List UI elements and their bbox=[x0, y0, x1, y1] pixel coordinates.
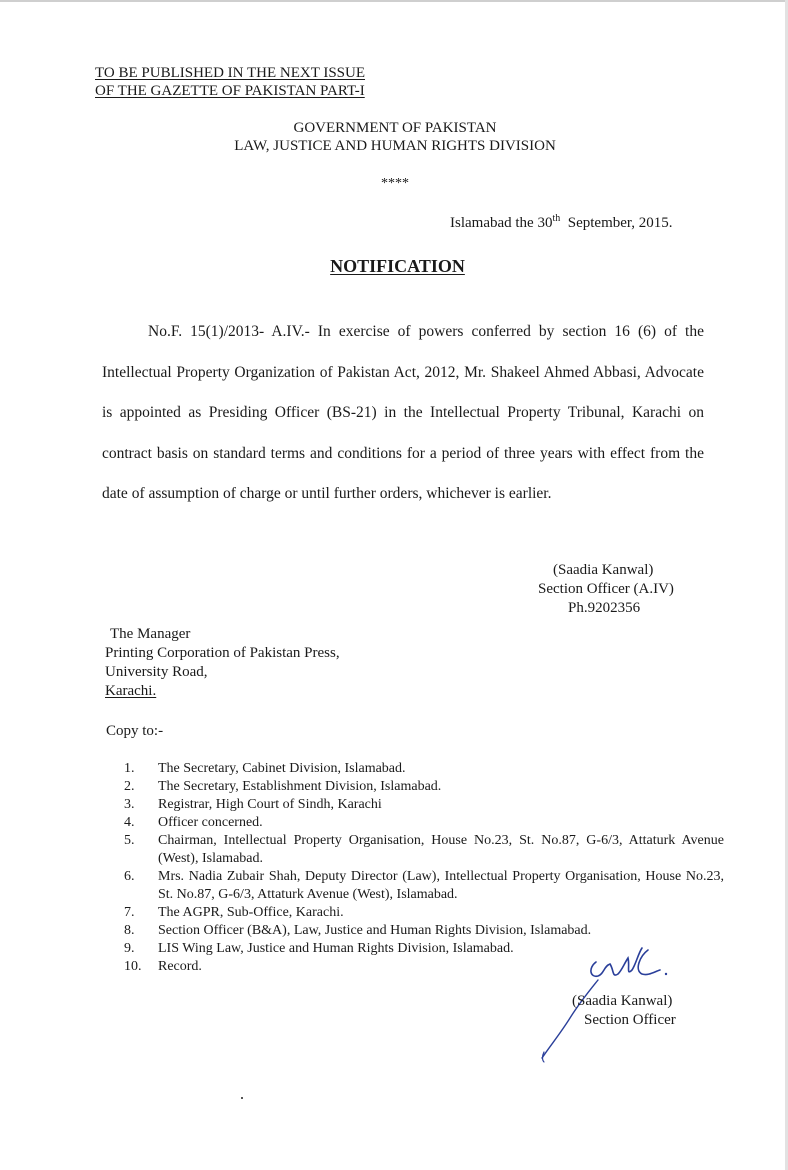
item-text: Chairman, Intellectual Property Organisation, House No.23, St. No.87, G-6/3, Attaturk Avenue (West), Islamabad. bbox=[158, 833, 724, 866]
item-text: The AGPR, Sub-Office, Karachi. bbox=[158, 905, 344, 920]
government-heading: GOVERNMENT OF PAKISTAN bbox=[293, 120, 497, 136]
signatory-designation: Section Officer (A.IV) bbox=[538, 581, 674, 597]
copy-to-item bbox=[124, 814, 724, 832]
item-number: 10. bbox=[124, 959, 142, 974]
item-number: 7. bbox=[124, 905, 135, 920]
gazette-line-1: TO BE PUBLISHED IN THE NEXT ISSUE bbox=[95, 65, 366, 81]
date-suffix: September, 2015. bbox=[560, 215, 673, 231]
header-separator: **** bbox=[381, 176, 409, 191]
copy-to-item bbox=[124, 760, 724, 778]
item-text: Registrar, High Court of Sindh, Karachi bbox=[158, 797, 382, 812]
item-number: 1. bbox=[124, 761, 135, 776]
item-number: 2. bbox=[124, 779, 135, 794]
notification-body bbox=[102, 312, 704, 515]
copy-to-item bbox=[124, 904, 724, 922]
notification-date bbox=[450, 213, 673, 232]
signatory-name: (Saadia Kanwal) bbox=[553, 562, 654, 578]
date-prefix: Islamabad the 30 bbox=[450, 215, 553, 231]
copy-to-item bbox=[124, 922, 724, 940]
date-superscript: th bbox=[552, 213, 561, 224]
copy-to-item bbox=[124, 778, 724, 796]
bottom-signatory-name: (Saadia Kanwal) bbox=[572, 993, 673, 1009]
division-heading: LAW, JUSTICE AND HUMAN RIGHTS DIVISION bbox=[234, 138, 556, 154]
bottom-signatory-designation: Section Officer bbox=[584, 1012, 676, 1028]
notification-text: In exercise of powers conferred by section 16 (6) of the Intellectual Property Organization of Pakistan Act, 2012, Mr. Shakeel Ahmed Abbasi, Advocate is appointed as Presiding Officer (BS-21) in the Intellectual Property Tribunal, Karachi on contract basis on standard terms and conditions for a period of three years with effect from the date of assumption of charge or until further orders, whichever is earlier. bbox=[102, 323, 704, 502]
item-text: LIS Wing Law, Justice and Human Rights Division, Islamabad. bbox=[158, 941, 514, 956]
addressee-line-3: University Road, bbox=[105, 664, 208, 680]
item-text: Mrs. Nadia Zubair Shah, Deputy Director (Law), Intellectual Property Organisation, House No.23, St. No.87, G-6/3, Attaturk Avenue (West), Islamabad. bbox=[158, 869, 724, 902]
signatory-phone: Ph.9202356 bbox=[568, 600, 641, 616]
copy-to-item bbox=[124, 868, 724, 904]
item-number: 5. bbox=[124, 833, 135, 848]
addressee-line-1: The Manager bbox=[110, 626, 191, 642]
scan-speck bbox=[241, 1097, 243, 1099]
copy-to-item bbox=[124, 796, 724, 814]
copy-to-item bbox=[124, 832, 724, 868]
copy-to-label: Copy to:- bbox=[106, 723, 164, 739]
item-text: Record. bbox=[158, 959, 202, 974]
item-text: Section Officer (B&A), Law, Justice and Human Rights Division, Islamabad. bbox=[158, 923, 592, 938]
addressee-line-2: Printing Corporation of Pakistan Press, bbox=[105, 645, 340, 661]
item-number: 3. bbox=[124, 797, 135, 812]
addressee-line-4: Karachi. bbox=[105, 683, 157, 699]
item-number: 4. bbox=[124, 815, 135, 830]
item-number: 6. bbox=[124, 869, 135, 884]
item-text: Officer concerned. bbox=[158, 815, 263, 830]
gazette-line-2: OF THE GAZETTE OF PAKISTAN PART-I bbox=[95, 83, 365, 99]
notification-title: NOTIFICATION bbox=[330, 256, 465, 276]
scan-top-edge bbox=[0, 0, 788, 2]
item-text: The Secretary, Cabinet Division, Islamabad. bbox=[158, 761, 406, 776]
item-number: 9. bbox=[124, 941, 135, 956]
item-text: The Secretary, Establishment Division, Islamabad. bbox=[158, 779, 442, 794]
notification-ref: No.F. 15(1)/2013- A.IV.- bbox=[148, 323, 310, 340]
item-number: 8. bbox=[124, 923, 135, 938]
